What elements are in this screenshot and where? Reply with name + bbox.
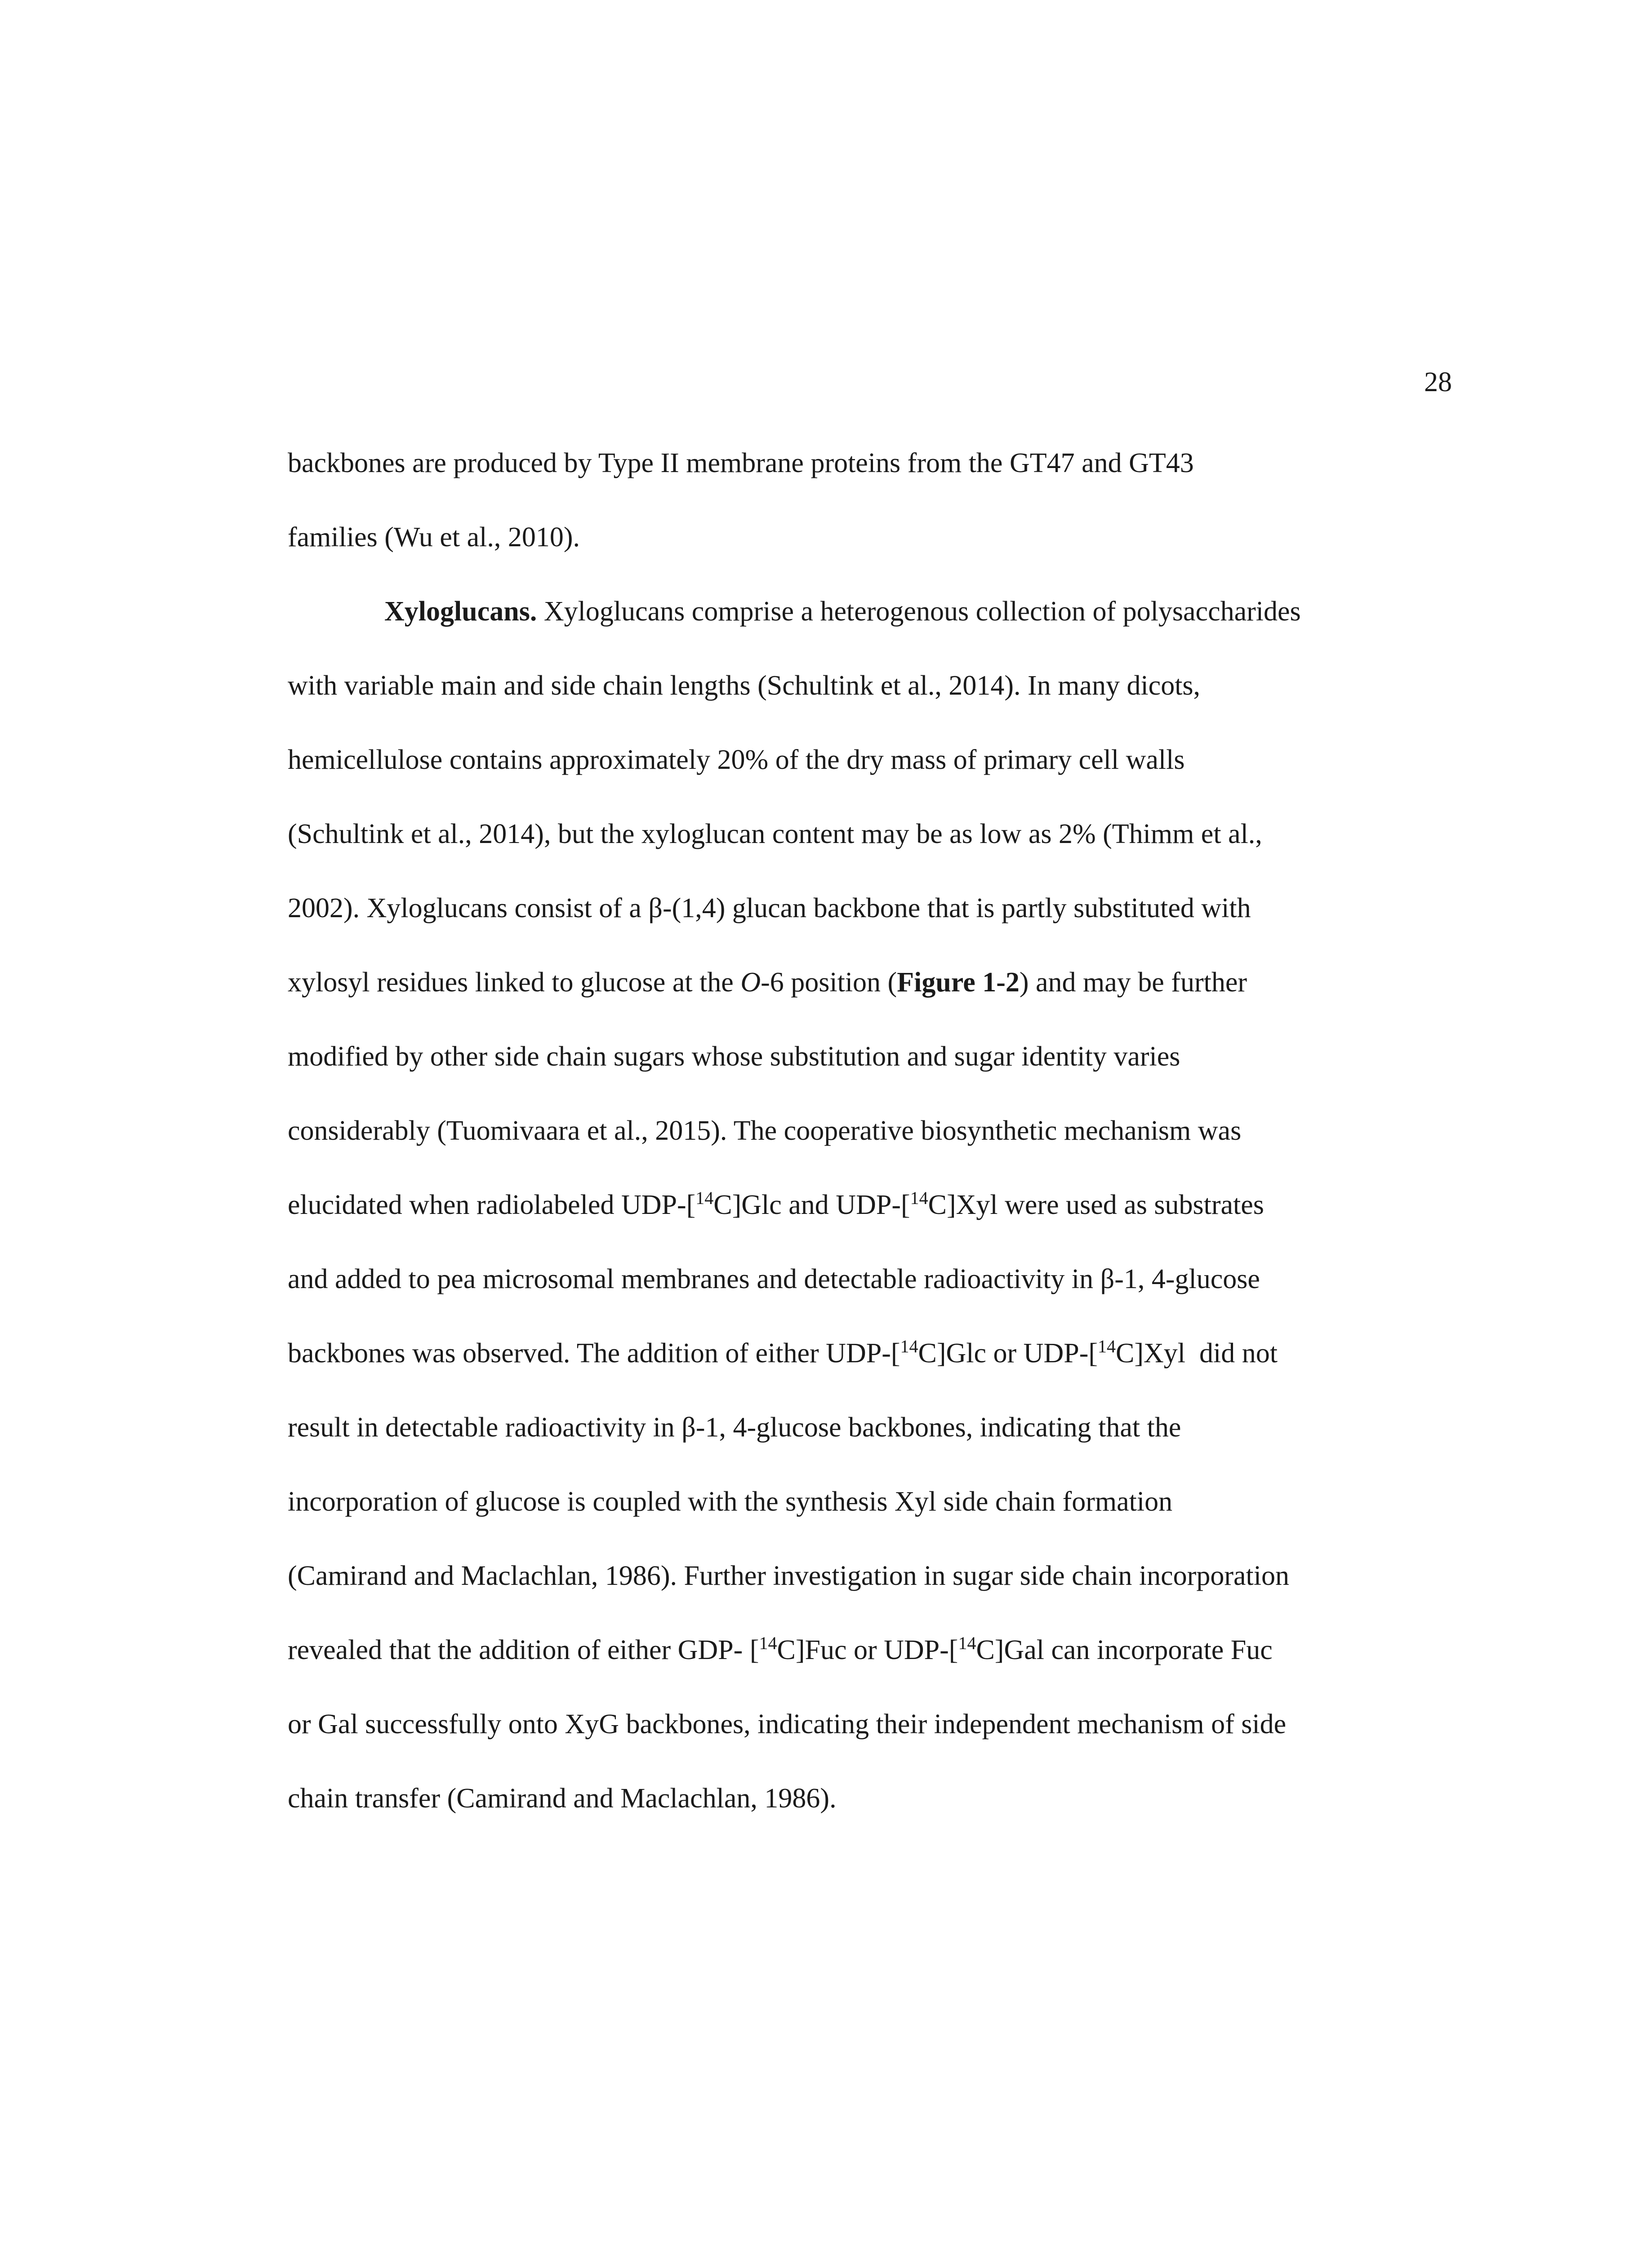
text-line: chain transfer (Camirand and Maclachlan, 1986).	[288, 1783, 837, 1814]
text-line: modified by other side chain sugars whose substitution and sugar identity varies	[288, 1041, 1180, 1072]
text-span: revealed that the addition of either GDP- [	[288, 1635, 759, 1665]
superscript: 14	[958, 1633, 976, 1653]
text-span: ) and may be further	[1019, 967, 1247, 998]
text-line	[384, 589, 1562, 634]
text-line: backbones are produced by Type II membrane proteins from the GT47 and GT43	[288, 448, 1194, 478]
text-span: -6 position (	[761, 967, 897, 998]
text-span: C]Glc or UDP-[	[918, 1338, 1098, 1369]
text-span: C]Xyl did not	[1116, 1338, 1278, 1369]
text-line	[288, 1628, 1465, 1673]
text-line: considerably (Tuomivaara et al., 2015). The cooperative biosynthetic mechanism was	[288, 1115, 1242, 1146]
text-span: C]Gal can incorporate Fuc	[976, 1635, 1273, 1665]
text-span: C]Glc and UDP-[	[713, 1190, 910, 1220]
italic-text: O	[740, 967, 761, 998]
superscript: 14	[759, 1633, 777, 1653]
text-span: Xyloglucans comprise a heterogenous collection of polysaccharides	[537, 596, 1301, 627]
text-span: backbones was observed. The addition of either UDP-[	[288, 1338, 900, 1369]
text-span: C]Xyl were used as substrates	[928, 1190, 1264, 1220]
text-line: (Camirand and Maclachlan, 1986). Further investigation in sugar side chain incorporation	[288, 1561, 1289, 1591]
page-number: 28	[1424, 367, 1452, 397]
text-line: or Gal successfully onto XyG backbones, indicating their independent mechanism of side	[288, 1709, 1287, 1740]
text-line	[288, 960, 1465, 1005]
text-line: result in detectable radioactivity in β-1, 4-glucose backbones, indicating that the	[288, 1412, 1181, 1443]
superscript: 14	[900, 1336, 918, 1356]
text-span: xylosyl residues linked to glucose at the	[288, 967, 741, 998]
section-heading: Xyloglucans.	[384, 596, 537, 627]
text-line: 2002). Xyloglucans consist of a β-(1,4) glucan backbone that is partly substituted with	[288, 893, 1251, 923]
superscript: 14	[695, 1188, 714, 1208]
text-line	[288, 1331, 1465, 1376]
text-line: (Schultink et al., 2014), but the xyloglucan content may be as low as 2% (Thimm et al.,	[288, 819, 1262, 849]
figure-reference: Figure 1-2	[897, 967, 1020, 998]
text-line	[288, 1182, 1465, 1227]
text-line: incorporation of glucose is coupled with the synthesis Xyl side chain formation	[288, 1486, 1173, 1517]
text-line: and added to pea microsomal membranes and detectable radioactivity in β-1, 4-glucose	[288, 1264, 1260, 1294]
text-line: families (Wu et al., 2010).	[288, 522, 580, 553]
text-span: elucidated when radiolabeled UDP-[	[288, 1190, 696, 1220]
text-span: C]Fuc or UDP-[	[777, 1635, 958, 1665]
superscript: 14	[1098, 1336, 1116, 1356]
superscript: 14	[910, 1188, 928, 1208]
text-line: hemicellulose contains approximately 20% of the dry mass of primary cell walls	[288, 745, 1185, 775]
text-line: with variable main and side chain lengths (Schultink et al., 2014). In many dicots,	[288, 670, 1201, 701]
